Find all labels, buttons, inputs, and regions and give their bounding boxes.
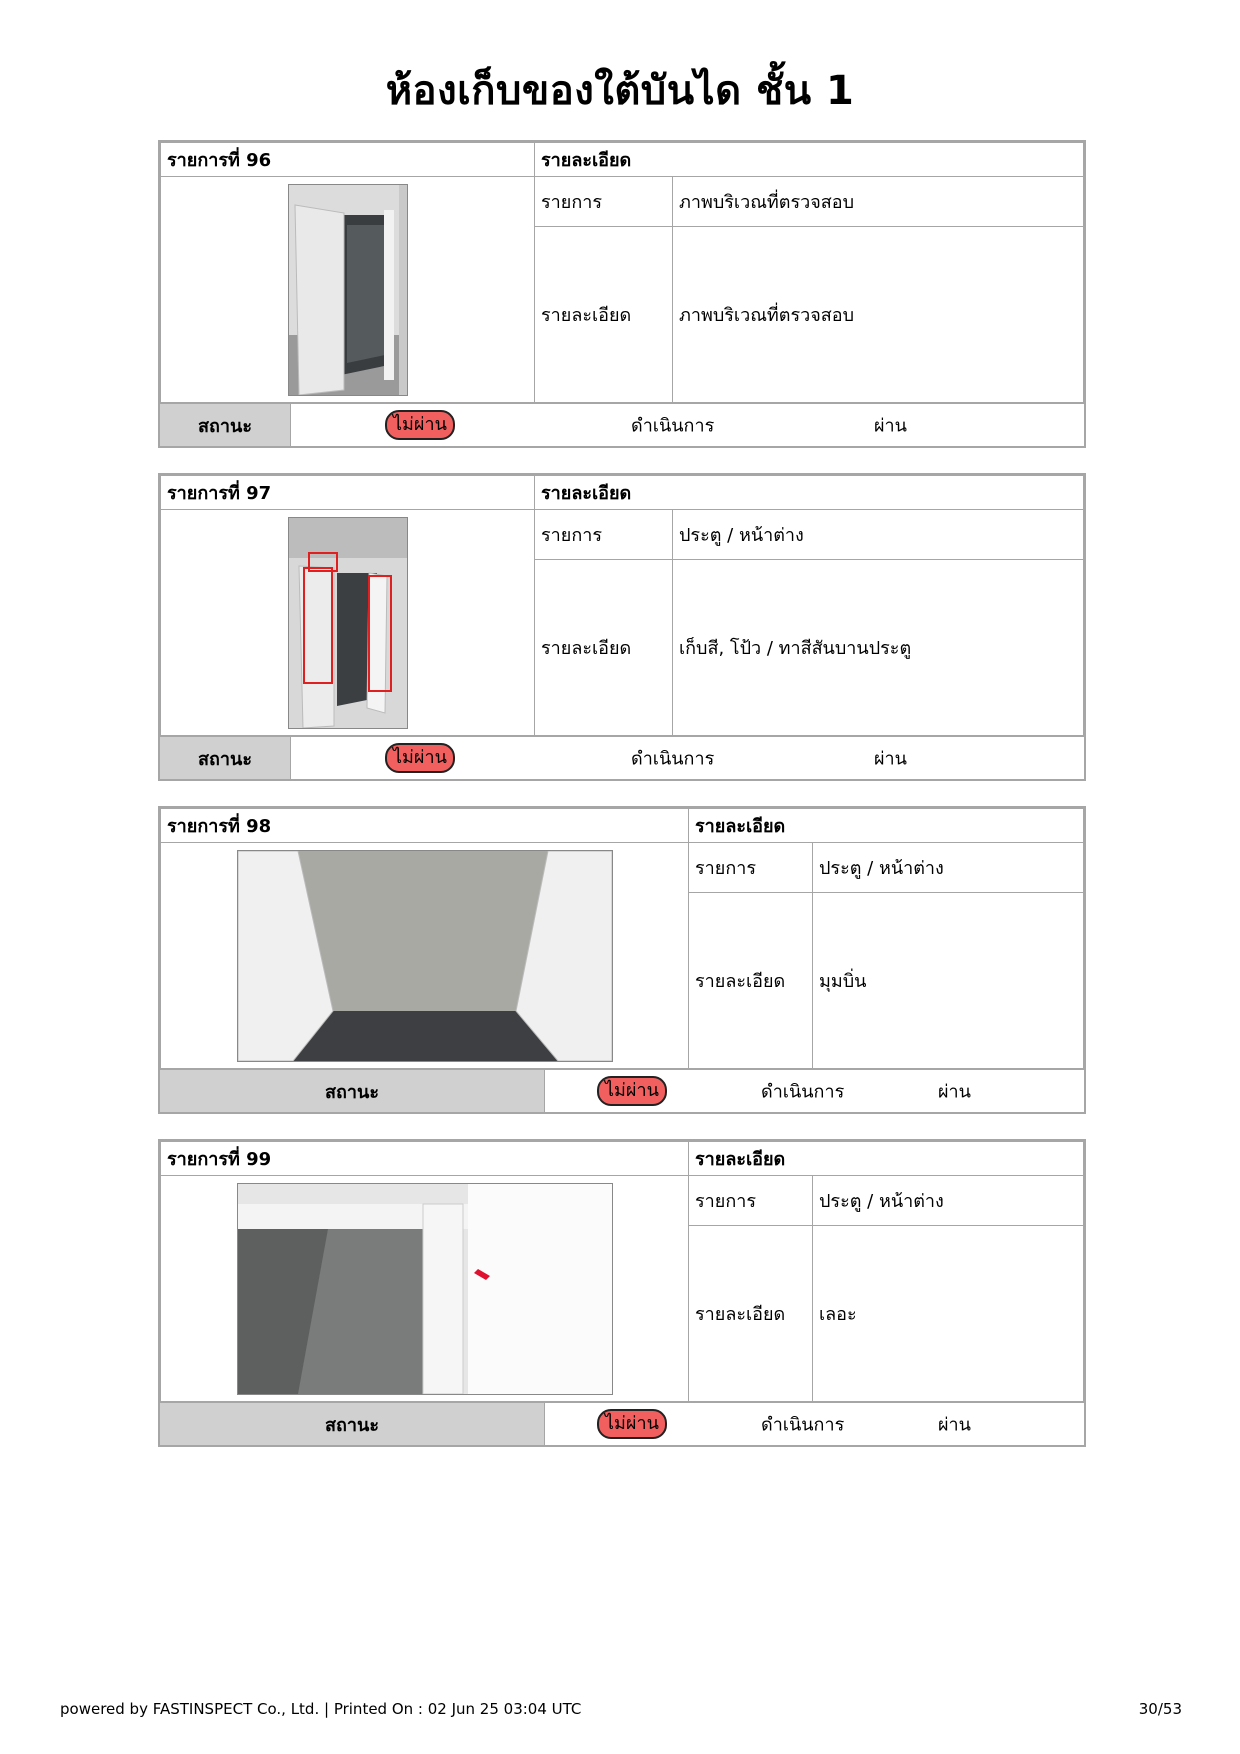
status-label: สถานะ bbox=[160, 1070, 545, 1112]
inspection-photo bbox=[288, 184, 408, 396]
status-in-progress-option[interactable]: ดำเนินการ bbox=[761, 1414, 845, 1436]
detail-header: รายละเอียด bbox=[689, 1142, 1084, 1176]
item-title: รายการที่ 99 bbox=[161, 1142, 689, 1176]
inspection-photo bbox=[288, 517, 408, 729]
status-label: สถานะ bbox=[160, 1403, 545, 1445]
field-detail-value: เก็บสี, โป้ว / ทาสีสันบานประตู bbox=[673, 560, 1084, 736]
field-detail-value: มุมบิ่น bbox=[813, 893, 1084, 1069]
field-item-label: รายการ bbox=[689, 843, 813, 893]
photo-cell bbox=[161, 510, 535, 736]
inspection-photo bbox=[237, 850, 613, 1062]
status-options bbox=[545, 1070, 1084, 1112]
inspection-item-96 bbox=[158, 140, 1086, 448]
status-options bbox=[545, 1403, 1084, 1445]
photo-cell bbox=[161, 1176, 689, 1402]
field-item-label: รายการ bbox=[689, 1176, 813, 1226]
photo-cell bbox=[161, 177, 535, 403]
field-item-value: ประตู / หน้าต่าง bbox=[813, 1176, 1084, 1226]
field-item-value: ประตู / หน้าต่าง bbox=[673, 510, 1084, 560]
status-row bbox=[160, 1069, 1084, 1112]
field-item-label: รายการ bbox=[535, 510, 673, 560]
inspection-item-97 bbox=[158, 473, 1086, 781]
page-number: 30/53 bbox=[1138, 1700, 1182, 1718]
field-detail-value: เลอะ bbox=[813, 1226, 1084, 1402]
status-pass-option[interactable]: ผ่าน bbox=[938, 1081, 971, 1103]
field-item-label: รายการ bbox=[535, 177, 673, 227]
field-detail-label: รายละเอียด bbox=[535, 227, 673, 403]
status-pass-option[interactable]: ผ่าน bbox=[938, 1414, 971, 1436]
photo-cell bbox=[161, 843, 689, 1069]
inspection-item-99 bbox=[158, 1139, 1086, 1447]
page-title: ห้องเก็บของใต้บันได ชั้น 1 bbox=[385, 68, 855, 114]
field-detail-label: รายละเอียด bbox=[535, 560, 673, 736]
status-options bbox=[291, 737, 1084, 779]
field-item-value: ภาพบริเวณที่ตรวจสอบ bbox=[673, 177, 1084, 227]
status-in-progress-option[interactable]: ดำเนินการ bbox=[631, 415, 715, 437]
status-fail-option[interactable]: ไม่ผ่าน bbox=[597, 1409, 667, 1439]
status-options bbox=[291, 404, 1084, 446]
inspection-item-98 bbox=[158, 806, 1086, 1114]
detail-header: รายละเอียด bbox=[535, 143, 1084, 177]
status-in-progress-option[interactable]: ดำเนินการ bbox=[761, 1081, 845, 1103]
detail-header: รายละเอียด bbox=[535, 476, 1084, 510]
status-fail-option[interactable]: ไม่ผ่าน bbox=[597, 1076, 667, 1106]
status-row bbox=[160, 403, 1084, 446]
field-detail-label: รายละเอียด bbox=[689, 1226, 813, 1402]
status-label: สถานะ bbox=[160, 737, 291, 779]
status-row bbox=[160, 736, 1084, 779]
status-row bbox=[160, 1402, 1084, 1445]
item-title: รายการที่ 98 bbox=[161, 809, 689, 843]
field-detail-value: ภาพบริเวณที่ตรวจสอบ bbox=[673, 227, 1084, 403]
status-in-progress-option[interactable]: ดำเนินการ bbox=[631, 748, 715, 770]
detail-header: รายละเอียด bbox=[689, 809, 1084, 843]
status-fail-option[interactable]: ไม่ผ่าน bbox=[385, 410, 455, 440]
field-detail-label: รายละเอียด bbox=[689, 893, 813, 1069]
item-title: รายการที่ 96 bbox=[161, 143, 535, 177]
footer-printed-info: powered by FASTINSPECT Co., Ltd. | Printed On : 02 Jun 25 03:04 UTC bbox=[60, 1700, 582, 1718]
status-pass-option[interactable]: ผ่าน bbox=[874, 748, 907, 770]
status-pass-option[interactable]: ผ่าน bbox=[874, 415, 907, 437]
status-label: สถานะ bbox=[160, 404, 291, 446]
inspection-photo bbox=[237, 1183, 613, 1395]
item-title: รายการที่ 97 bbox=[161, 476, 535, 510]
field-item-value: ประตู / หน้าต่าง bbox=[813, 843, 1084, 893]
status-fail-option[interactable]: ไม่ผ่าน bbox=[385, 743, 455, 773]
